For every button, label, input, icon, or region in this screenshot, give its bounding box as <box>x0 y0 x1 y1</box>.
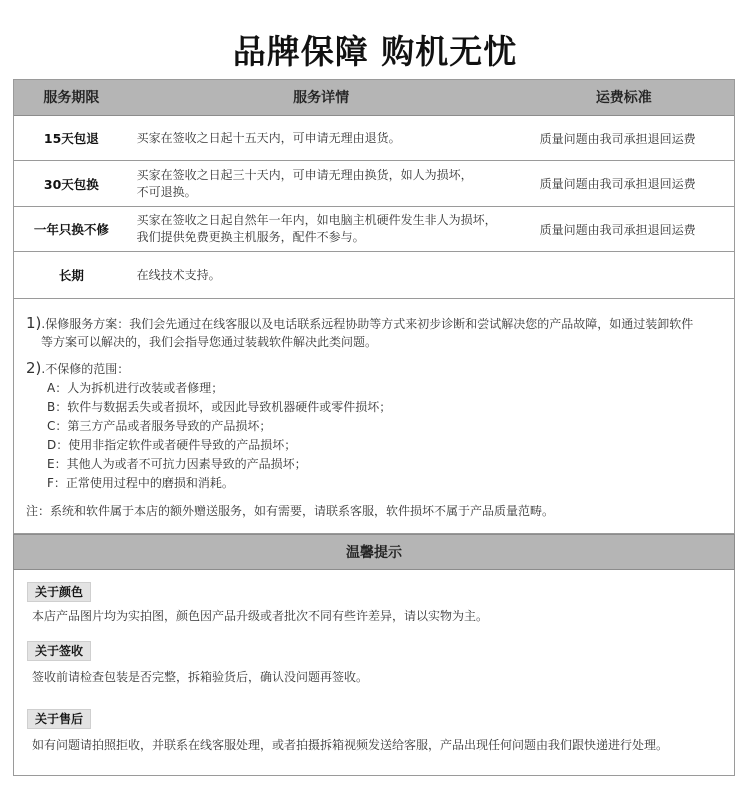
header-shipping: 运费标准 <box>595 90 652 106</box>
table-row <box>14 161 734 207</box>
tip-tag-signoff: 关于签收 <box>27 641 91 661</box>
table-header <box>14 80 734 116</box>
exclusion-item: E：其他人为或者不可抗力因素导致的产品损坏； <box>47 457 307 471</box>
note-text: 等方案可以解决的，我们会指导您通过装载软件解决此类问题。 <box>41 335 378 349</box>
shipping-cell <box>514 252 734 298</box>
tip-tag-color: 关于颜色 <box>27 582 91 602</box>
detail-cell <box>129 161 514 206</box>
tip-tag-aftersale: 关于售后 <box>27 709 91 729</box>
exclusion-item: F：正常使用过程中的磨损和消耗。 <box>47 476 234 490</box>
detail-cell <box>129 252 514 298</box>
period-cell: 一年只换不修 <box>33 222 109 237</box>
detail-line: 不可退换。 <box>136 184 197 199</box>
period-cell: 15天包退 <box>43 131 99 146</box>
note-item-2 <box>26 359 129 379</box>
page-title: 品牌保障 购机无忧 <box>232 32 518 71</box>
note-remark: 注：系统和软件属于本店的额外赠送服务，如有需要，请联系客服，软件损坏不属于产品质量范畴。 <box>26 504 555 518</box>
tip-text-aftersale: 如有问题请拍照拒收，并联系在线客服处理，或者拍摄拆箱视频发送给客服，产品出现任何问题由我们跟快递进行处理。 <box>32 738 669 752</box>
shipping-cell: 质量问题由我司承担退回运费 <box>539 131 696 146</box>
shipping-cell: 质量问题由我司承担退回运费 <box>539 222 696 237</box>
exclusion-item: A：人为拆机进行改装或者修理； <box>47 381 224 395</box>
service-notes <box>13 297 735 534</box>
note-number: 1) <box>26 314 42 332</box>
detail-line: 我们提供免费更换主机服务，配件不参与。 <box>136 230 365 244</box>
header-detail: 服务详情 <box>293 90 350 106</box>
period-cell: 长期 <box>58 268 84 283</box>
note-text: .不保修的范围： <box>41 362 130 376</box>
table-row <box>14 252 734 298</box>
table-row <box>14 116 734 161</box>
shipping-cell: 质量问题由我司承担退回运费 <box>539 177 696 191</box>
header-period: 服务期限 <box>43 90 100 106</box>
note-text: .保修服务方案：我们会先通过在线客服以及电话联系远程协助等方式来初步诊断和尝试解决您的产品故障，如通过装卸软件 <box>41 317 694 331</box>
tip-text-color: 本店产品图片均为实拍图，颜色因产品升级或者批次不同有些许差异，请以实物为主。 <box>32 609 489 623</box>
detail-text: 在线技术支持。 <box>136 267 221 282</box>
note-item-1 <box>26 314 693 334</box>
service-table <box>13 79 735 299</box>
detail-line: 买家在签收之日起三十天内，可申请无理由换货，如人为损坏， <box>136 167 473 182</box>
detail-cell <box>129 207 514 251</box>
detail-text: 买家在签收之日起十五天内，可申请无理由退货。 <box>136 130 401 145</box>
exclusion-item: C：第三方产品或者服务导致的产品损坏； <box>47 419 272 433</box>
table-row <box>14 207 734 252</box>
detail-line: 买家在签收之日起自然年一年内，如电脑主机硬件发生非人为损坏， <box>136 213 497 227</box>
tips-box <box>13 570 735 776</box>
detail-cell <box>129 116 514 160</box>
period-cell: 30天包换 <box>43 176 99 192</box>
tips-heading: 温馨提示 <box>13 534 735 570</box>
note-number: 2) <box>26 359 42 377</box>
exclusion-item: D：使用非指定软件或者硬件导致的产品损坏； <box>47 438 297 452</box>
tip-text-signoff: 签收前请检查包装是否完整，拆箱验货后，确认没问题再签收。 <box>32 670 369 684</box>
exclusion-item: B：软件与数据丢失或者损坏，或因此导致机器硬件或零件损坏； <box>47 400 392 414</box>
